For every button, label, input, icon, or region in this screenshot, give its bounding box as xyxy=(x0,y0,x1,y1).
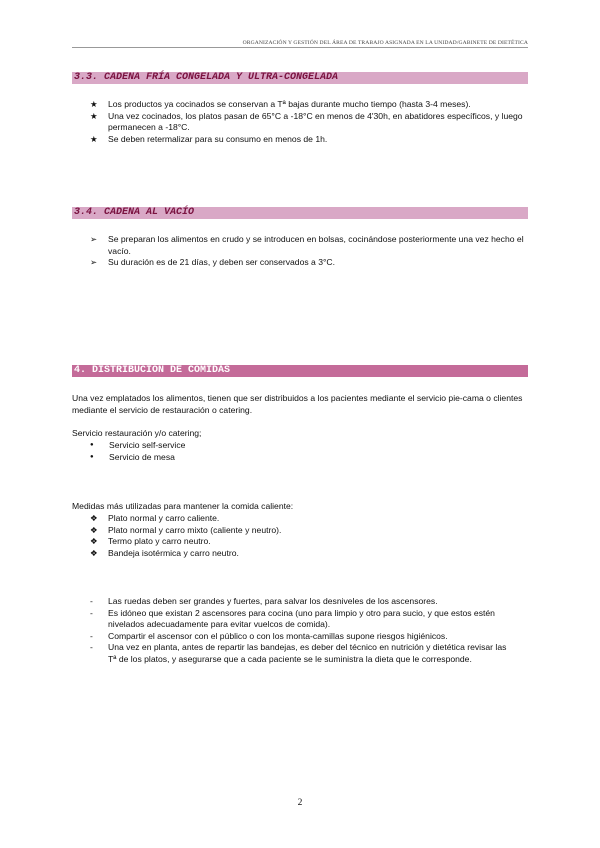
list-item-text: Servicio de mesa xyxy=(109,451,175,462)
list-item xyxy=(90,596,515,608)
arrow-bullet-icon: ➢ xyxy=(90,257,98,268)
list-item xyxy=(90,234,530,257)
list-item xyxy=(90,99,530,111)
dash-bullet: - xyxy=(90,630,93,641)
list-item xyxy=(90,536,510,548)
list-item xyxy=(90,642,515,665)
list-item-text: Una vez cocinados, los platos pasan de 65°C a -18°C en menos de 4'30h, en abatidores específicos, y luego permanecen a -18°C. xyxy=(108,110,523,133)
list-item-text: Las ruedas deben ser grandes y fuertes, para salvar los desniveles de los ascensores. xyxy=(108,596,438,606)
list-item-text: Servicio self-service xyxy=(109,440,186,450)
list-item-text: Plato normal y carro caliente. xyxy=(108,513,220,523)
star-bullet-icon: ★ xyxy=(90,99,98,109)
hot-food-list xyxy=(0,513,420,559)
list-item xyxy=(90,631,515,643)
list-item-text: Termo plato y carro neutro. xyxy=(108,536,211,547)
header-rule xyxy=(72,47,528,48)
dash-bullet: - xyxy=(90,596,93,606)
dash-bullet: - xyxy=(90,642,93,653)
arrow-bullet-icon: ➢ xyxy=(90,234,98,244)
list-item-text: Se deben retermalizar para su consumo en menos de 1h. xyxy=(108,133,328,144)
list-item-text: Su duración es de 21 días, y deben ser conservados a 3°C. xyxy=(108,257,336,268)
diamond-bullet-icon: ❖ xyxy=(90,547,98,558)
list-item xyxy=(90,525,510,537)
list-item xyxy=(90,440,510,452)
notes-list xyxy=(0,596,507,666)
list-item-text: Es idóneo que existan 2 ascensores para cocina (uno para limpio y otro para sucio, y que estos estén nivelados adecuadamente para evitar vuelcos de comida). xyxy=(108,607,495,630)
list-item xyxy=(90,257,530,269)
section-heading-4 xyxy=(72,365,528,377)
hot-food-heading: Medidas más utilizadas para mantener la comida caliente: xyxy=(72,501,294,511)
section-title: 3.3. CADENA FRÍA CONGELADA Y ULTRA-CONGELADA xyxy=(74,72,339,83)
service-list xyxy=(0,440,420,463)
list-item-text: Compartir el ascensor con el público o con los monta-camillas supone riesgos higiénicos. xyxy=(108,630,448,641)
list-item xyxy=(90,134,530,146)
section-title: 3.4. CADENA AL VACÍO xyxy=(74,207,195,218)
list-item xyxy=(90,513,510,525)
star-bullet-icon: ★ xyxy=(90,110,98,121)
list-item xyxy=(90,452,510,464)
list-item-text: Se preparan los alimentos en crudo y se introducen en bolsas, cocinándose posteriormente una vez hecho el vacío. xyxy=(108,234,524,256)
section-title: 4. DISTRIBUCION DE COMIDAS xyxy=(74,365,231,376)
list-item-text: Plato normal y carro mixto (caliente y neutro). xyxy=(108,524,282,535)
list-item-text: Los productos ya cocinados se conservan a Tª bajas durante mucho tiempo (hasta 3-4 meses). xyxy=(108,99,471,109)
star-bullet-icon: ★ xyxy=(90,133,98,144)
dot-bullet-icon: ● xyxy=(90,442,94,448)
dot-bullet-icon: ● xyxy=(90,453,94,460)
diamond-bullet-icon: ❖ xyxy=(90,524,98,535)
list-item-text: Una vez en planta, antes de repartir las bandejas, es deber del técnico en nutrición y dietética revisar las Tª de los platos, y asegurarse que a cada paciente se le suministra la dieta que le corresponde. xyxy=(108,642,507,664)
list-item xyxy=(90,548,510,560)
intro-paragraph: Una vez emplatados los alimentos, tienen que ser distribuidos a los pacientes mediante el servicio pie-cama o clientes mediante el servicio de restauración o catering. xyxy=(72,393,523,415)
dash-bullet: - xyxy=(90,607,93,618)
list-3-4 xyxy=(0,234,524,269)
section-heading-3-3 xyxy=(72,72,528,84)
section-heading-3-4 xyxy=(72,207,528,219)
list-item xyxy=(90,111,530,134)
page-number: 2 xyxy=(297,798,303,808)
diamond-bullet-icon: ❖ xyxy=(90,536,98,547)
list-3-3 xyxy=(0,99,523,145)
running-header: ORGANIZACIÓN Y GESTIÓN DEL ÁREA DE TRABAJO ASIGNADA EN LA UNIDAD/GABINETE DE DIETÉTICA xyxy=(242,40,528,46)
service-heading: Servicio restauración y/o catering; xyxy=(72,428,202,438)
list-item-text: Bandeja isotérmica y carro neutro. xyxy=(108,547,239,558)
list-item xyxy=(90,608,515,631)
diamond-bullet-icon: ❖ xyxy=(90,513,98,523)
